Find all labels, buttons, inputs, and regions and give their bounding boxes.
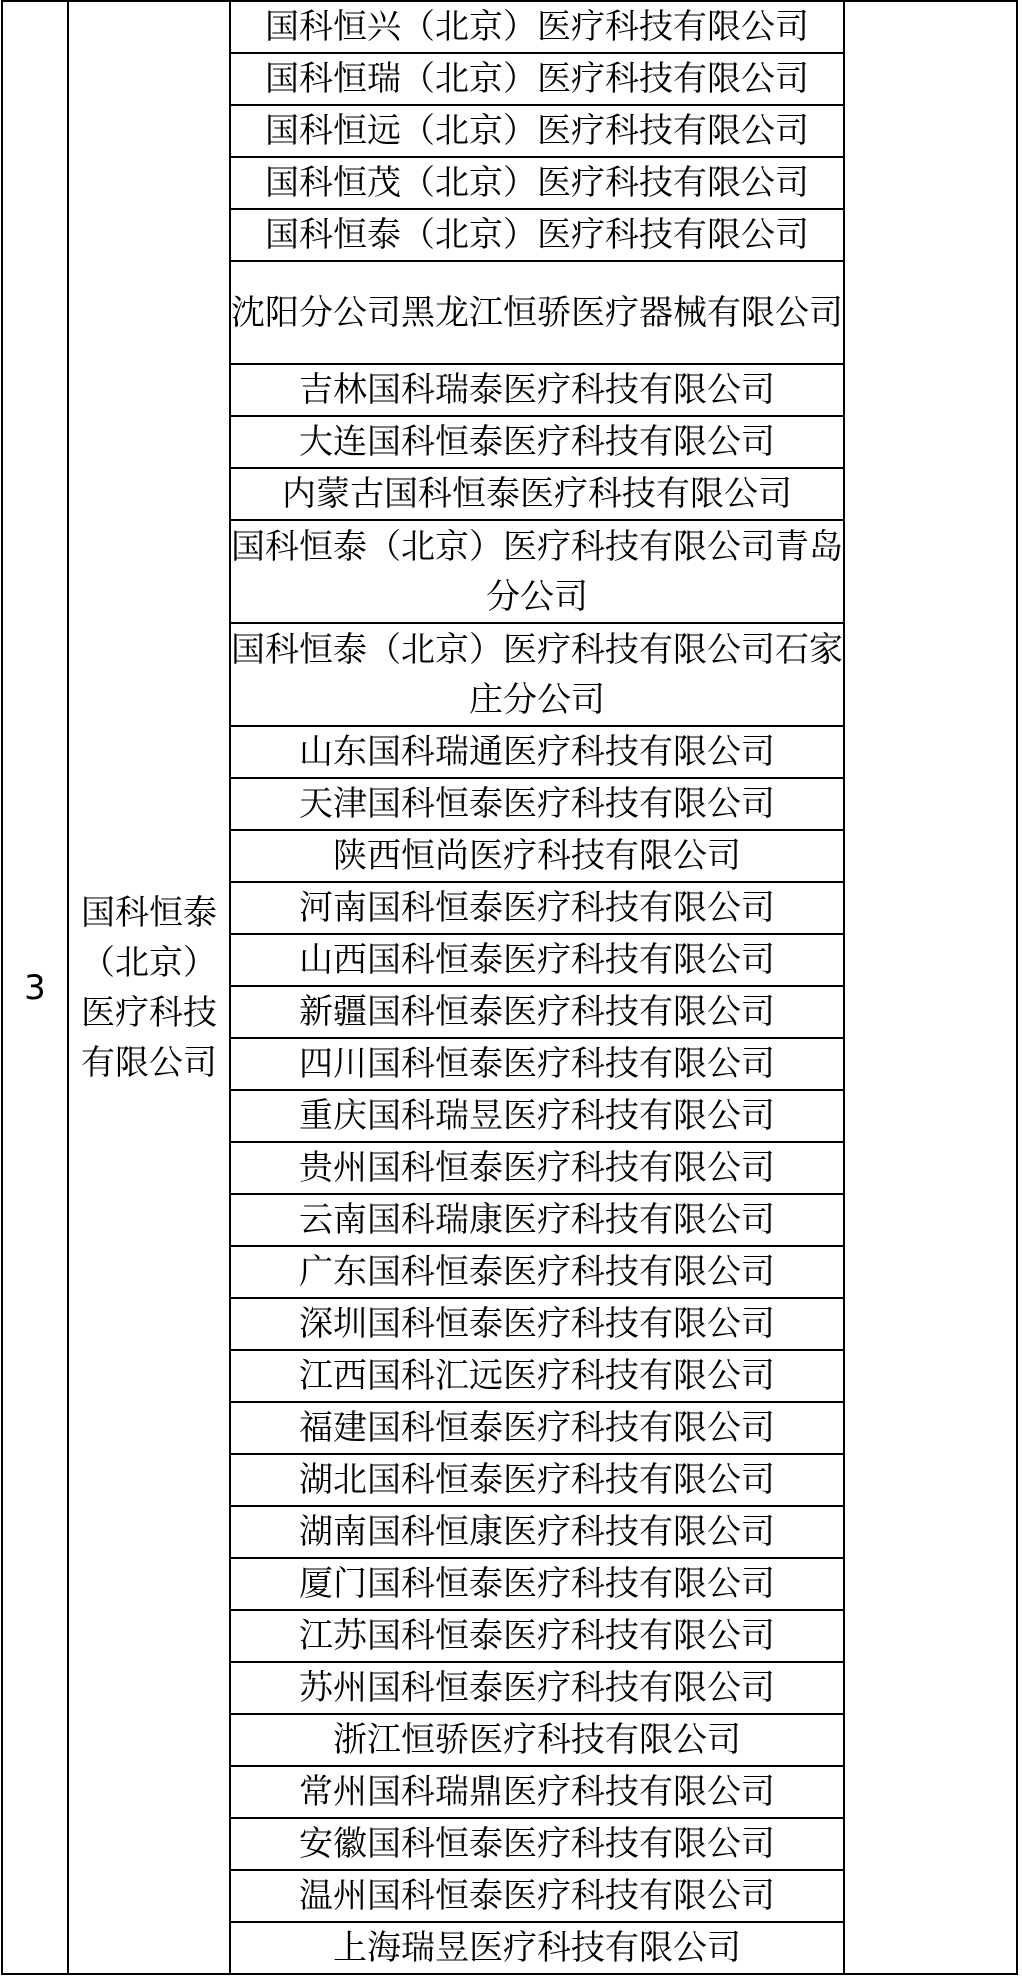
- company-name: 国科恒泰（北京）医疗科技有限公司: [81, 892, 217, 1083]
- branch-name-cell: 山东国科瑞通医疗科技有限公司: [230, 726, 844, 778]
- branch-name-cell: 湖南国科恒康医疗科技有限公司: [230, 1506, 844, 1558]
- branch-name-cell: 福建国科恒泰医疗科技有限公司: [230, 1402, 844, 1454]
- branch-name-cell: 大连国科恒泰医疗科技有限公司: [230, 416, 844, 468]
- branch-name-cell: 山西国科恒泰医疗科技有限公司: [230, 934, 844, 986]
- branch-name-cell: 国科恒泰（北京）医疗科技有限公司石家庄分公司: [230, 623, 844, 726]
- row-index-cell: 3: [2, 1, 68, 1974]
- branch-name-cell: 国科恒远（北京）医疗科技有限公司: [230, 105, 844, 157]
- branch-name-cell: 天津国科恒泰医疗科技有限公司: [230, 778, 844, 830]
- branch-name-cell: 安徽国科恒泰医疗科技有限公司: [230, 1818, 844, 1870]
- branch-name-cell: 深圳国科恒泰医疗科技有限公司: [230, 1298, 844, 1350]
- branch-name-cell: 云南国科瑞康医疗科技有限公司: [230, 1194, 844, 1246]
- branch-name-cell: 沈阳分公司黑龙江恒骄医疗器械有限公司: [230, 261, 844, 364]
- branch-name-cell: 陕西恒尚医疗科技有限公司: [230, 830, 844, 882]
- remarks-cell: [844, 1, 1017, 1974]
- branch-name-cell: 常州国科瑞鼎医疗科技有限公司: [230, 1766, 844, 1818]
- branch-name-cell: 河南国科恒泰医疗科技有限公司: [230, 882, 844, 934]
- company-name-cell: [68, 1, 230, 1974]
- branch-name-cell: 国科恒泰（北京）医疗科技有限公司: [230, 209, 844, 261]
- branch-name-cell: 贵州国科恒泰医疗科技有限公司: [230, 1142, 844, 1194]
- branch-name-cell: 温州国科恒泰医疗科技有限公司: [230, 1870, 844, 1922]
- branch-name-cell: 国科恒茂（北京）医疗科技有限公司: [230, 157, 844, 209]
- branch-name-cell: 广东国科恒泰医疗科技有限公司: [230, 1246, 844, 1298]
- branch-name-cell: 江西国科汇远医疗科技有限公司: [230, 1350, 844, 1402]
- branch-name-cell: 浙江恒骄医疗科技有限公司: [230, 1714, 844, 1766]
- branch-name-cell: 国科恒瑞（北京）医疗科技有限公司: [230, 53, 844, 105]
- branch-name-cell: 国科恒泰（北京）医疗科技有限公司青岛分公司: [230, 520, 844, 623]
- branch-name-cell: 江苏国科恒泰医疗科技有限公司: [230, 1610, 844, 1662]
- branch-name-cell: 苏州国科恒泰医疗科技有限公司: [230, 1662, 844, 1714]
- branch-name-cell: 重庆国科瑞昱医疗科技有限公司: [230, 1090, 844, 1142]
- branch-name-cell: 国科恒兴（北京）医疗科技有限公司: [230, 1, 844, 53]
- branch-name-cell: 吉林国科瑞泰医疗科技有限公司: [230, 364, 844, 416]
- branch-name-cell: 上海瑞昱医疗科技有限公司: [230, 1922, 844, 1974]
- branch-table: [1, 0, 1018, 1975]
- branch-name-cell: 内蒙古国科恒泰医疗科技有限公司: [230, 468, 844, 520]
- branch-name-cell: 湖北国科恒泰医疗科技有限公司: [230, 1454, 844, 1506]
- branch-name-cell: 新疆国科恒泰医疗科技有限公司: [230, 986, 844, 1038]
- table-row: [2, 1, 1017, 53]
- table-body: [2, 1, 1017, 1974]
- branch-name-cell: 四川国科恒泰医疗科技有限公司: [230, 1038, 844, 1090]
- branch-name-cell: 厦门国科恒泰医疗科技有限公司: [230, 1558, 844, 1610]
